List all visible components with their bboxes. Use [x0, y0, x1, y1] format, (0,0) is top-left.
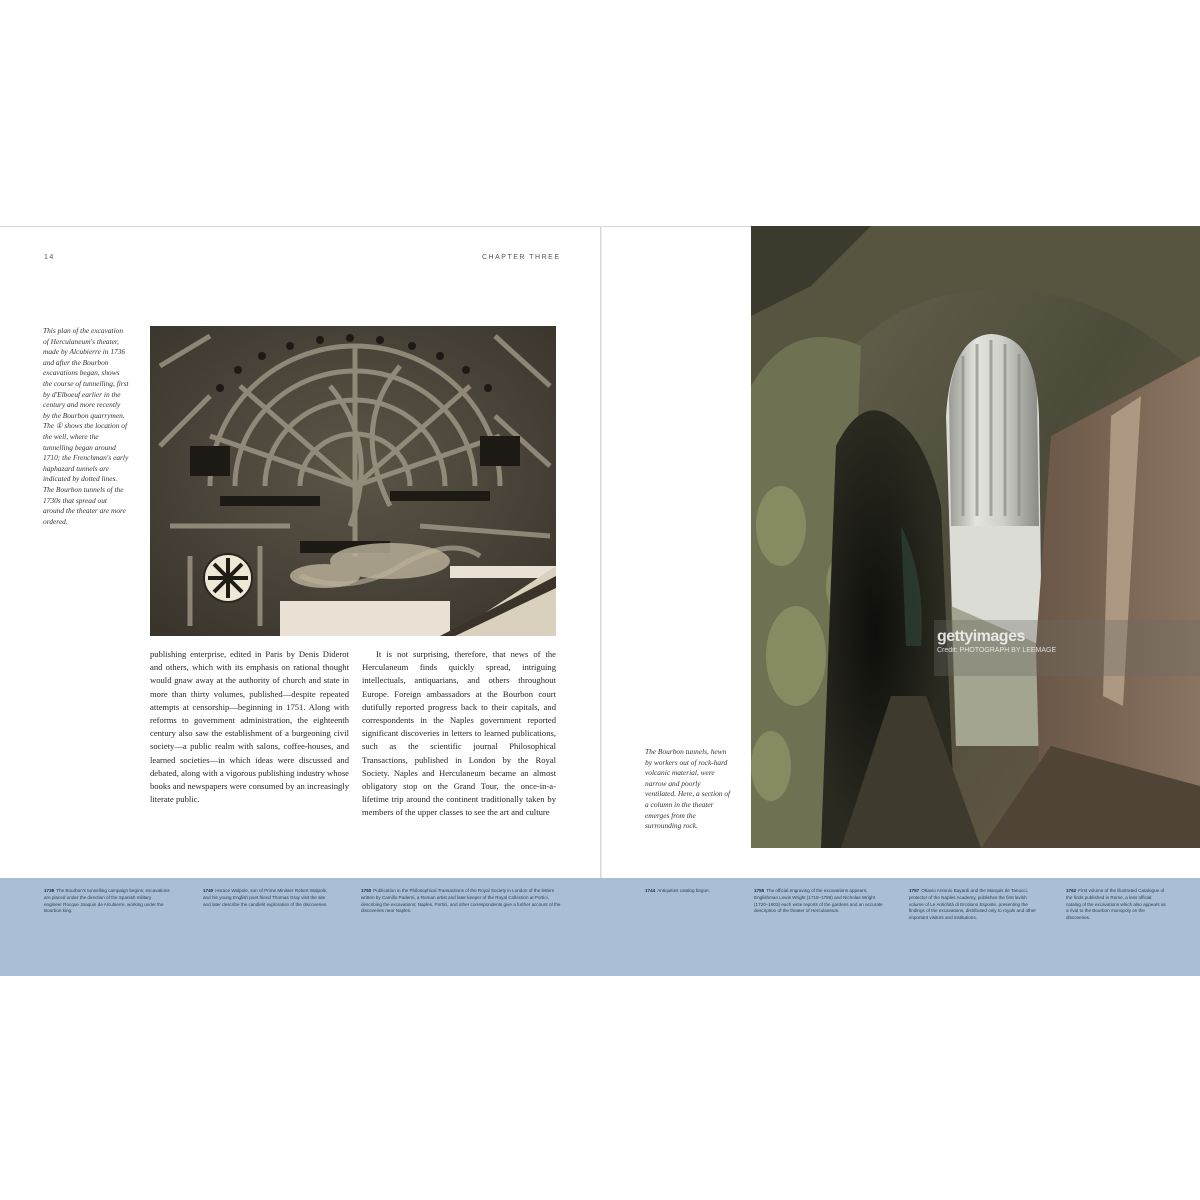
well-marker-icon	[204, 554, 252, 602]
timeline-entry	[361, 888, 561, 915]
timeline-entry	[754, 888, 884, 915]
timeline-year: 1744	[645, 888, 656, 893]
getty-logo: gettyimages	[937, 628, 1025, 645]
timeline-text: The official engraving of the excavations appears; Englishman Lewis Wright (1718–1786) and Nicholas Wright (1720–1803) each write reports of the gardens and an accurate description of the theater of Herculaneum.	[754, 888, 883, 914]
excavation-plan-image	[150, 326, 556, 636]
timeline-year: 1755	[754, 888, 765, 893]
timeline-text: Publication in the Philosophical Transactions of the Royal Society in London of the letters written by Camillo Paderni, a Roman artist and later keeper of the Royal Collection at Portici, describing the excavations; Naples, Portici, and other correspondents give a further account of the discoveries near Naples.	[361, 888, 561, 914]
tunnel-photo	[751, 226, 1200, 848]
timeline-entry	[44, 888, 170, 915]
timeline-year: 1750	[361, 888, 372, 893]
timeline-text: First volume of the illustrated Catalogue of the finds published in Rome, a less official catalog of the excavations which also appears as a rival to the Bourbon monopoly on the discoveries.	[1066, 888, 1166, 921]
getty-watermark	[937, 628, 1056, 654]
body-column-1	[150, 648, 349, 806]
getty-credit: Credit: PHOTOGRAPH BY LEEMAGE	[937, 647, 1057, 654]
timeline-year: 1762	[1066, 888, 1077, 893]
plan-caption: This plan of the excavation of Herculaneum's theater, made by Alcubierre in 1736 and after the Bourbon excavations began, shows the course of tunnelling, first by d'Elboeuf earlier in the century and more recently by the Bourbon quarrymen. The ① shows the location of the well, where the tunnelling began around 1710; the Frenchman's early haphazard tunnels are indicated by dotted lines. The Bourbon tunnels of the 1730s that spread out around the theater are more ordered.	[43, 326, 129, 526]
book-gutter	[600, 226, 602, 878]
page-number: 14	[44, 254, 55, 261]
timeline-entry	[645, 888, 740, 895]
running-head: CHAPTER THREE	[482, 254, 561, 261]
timeline-text: The Bourbon's tunnelling campaign begins; excavations are placed under the direction of the Spanish military engineer Rocque Joaquin de Alcubierre, working under the Bourbon king.	[44, 888, 170, 914]
timeline-text: Ottavio Antonio Bayardi and the Marquis de Tanucci, protector of the Naples Academy, publishes the first lavish volume of Le Antichità di Ercolano Esposte, presenting the findings of the excavations, distributed only to royals and other important visitors and institutions.	[909, 888, 1036, 921]
body-column-2	[362, 648, 556, 820]
timeline-entry	[203, 888, 328, 908]
body-paragraph: It is not surprising, therefore, that news of the Herculaneum finds quickly spread, intriguing intellectuals, antiquarians, and others throughout Europe. Foreign ambassadors at the Bourbon court dutifully reported progress back to their capitals, and correspondents in the Naples government reported significant discoveries in letters to learned publications, such as the scientific journal Philosophical Transactions, published in London by the Royal Society. Naples and Herculaneum became an almost obligatory stop on the Grand Tour, the once-in-a-lifetime trip around the continent traditionally taken by members of the upper classes to see the art and culture	[362, 649, 556, 818]
timeline-text: Antiquities catalog begun.	[657, 888, 710, 893]
tunnel-caption: The Bourbon tunnels, hewn by workers out of rock-hard volcanic material, were narrow and poorly ventilated. Here, a section of a column in the theater emerges from the surrounding rock.	[645, 747, 731, 831]
timeline-year: 1740	[203, 888, 214, 893]
body-paragraph: publishing enterprise, edited in Paris by Denis Diderot and others, which with its emphasis on rational thought would gnaw away at the authority of church and state in more than thirty volumes, published—despite repeated attempts at censorship—beginning in 1751. Along with reforms to government administration, the eighteenth century also saw the establishment of a burgeoning civil society—a public realm with salons, coffee-houses, and learned societies—in which ideas were discussed and debated, along with a vigorous publishing industry whose books and newspapers were consumed by an increasingly literate public.	[150, 649, 349, 805]
timeline-entry	[909, 888, 1039, 922]
timeline-text: Horace Walpole, son of Prime Minister Robert Walpole, and his young English poet friend Thomas Gray visit the site and later describe the candlelit exploration of the discoveries.	[203, 888, 328, 907]
timeline-entry	[1066, 888, 1166, 922]
timeline-year: 1738	[44, 888, 55, 893]
timeline-year: 1757	[909, 888, 920, 893]
